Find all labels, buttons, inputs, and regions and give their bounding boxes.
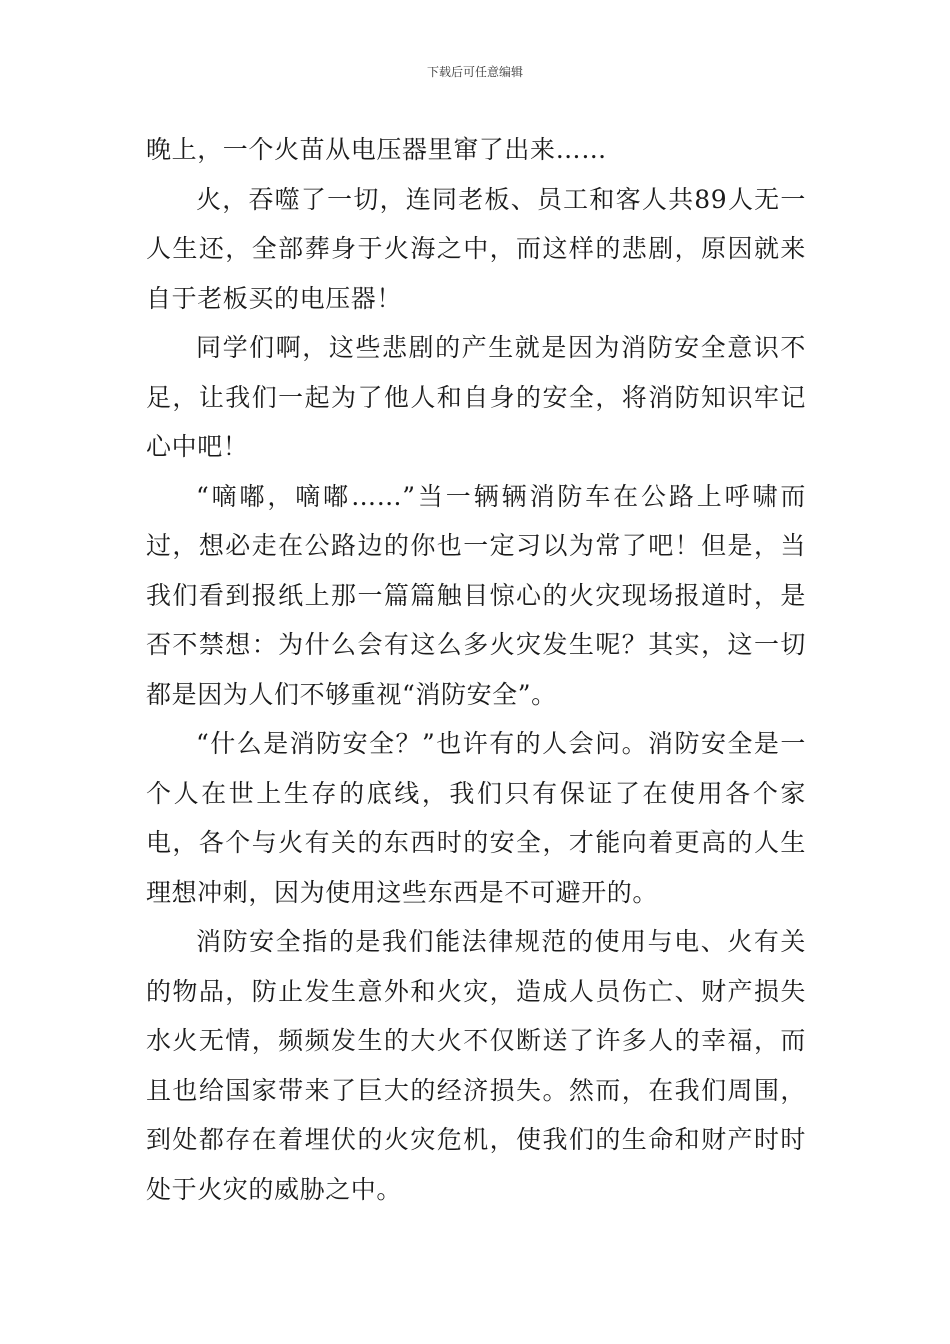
- paragraph-4: “嘀嘟，嘀嘟……”当一辆辆消防车在公路上呼啸而过，想必走在公路边的你也一定习以为常了吧！但是，当我们看到报纸上那一篇篇触目惊心的火灾现场报道时，是否不禁想：为什么会有这么多火灾发生呢？其实，这一切都是因为人们不够重视“消防安全”。: [146, 481, 806, 709]
- paragraph-3: 同学们啊，这些悲剧的产生就是因为消防安全意识不足，让我们一起为了他人和自身的安全，将消防知识牢记心中吧！: [146, 333, 806, 461]
- page-header: 下载后可任意编辑: [426, 65, 523, 79]
- paragraph-5: “什么是消防安全？”也许有的人会问。消防安全是一个人在世上生存的底线，我们只有保证了在使用各个家电，各个与火有关的东西时的安全，才能向着更高的人生理想冲刺，因为使用这些东西是不可避开的。: [146, 729, 806, 907]
- paragraph-2: 火，吞噬了一切，连同老板、员工和客人共89人无一人生还，全部葬身于火海之中，而这样的悲剧，原因就来自于老板买的电压器！: [146, 184, 806, 313]
- paragraph-6: 消防安全指的是我们能法律规范的使用与电、火有关的物品，防止发生意外和火灾，造成人员伤亡、财产损失水火无情，频频发生的大火不仅断送了许多人的幸福，而且也给国家带来了巨大的经济损失。然而，在我们周围，到处都存在着埋伏的火灾危机，使我们的生命和财产时时处于火灾的威胁之中。: [146, 927, 806, 1204]
- document-body: [146, 125, 806, 1214]
- paragraph-1: 晚上，一个火苗从电压器里窜了出来……: [146, 135, 607, 164]
